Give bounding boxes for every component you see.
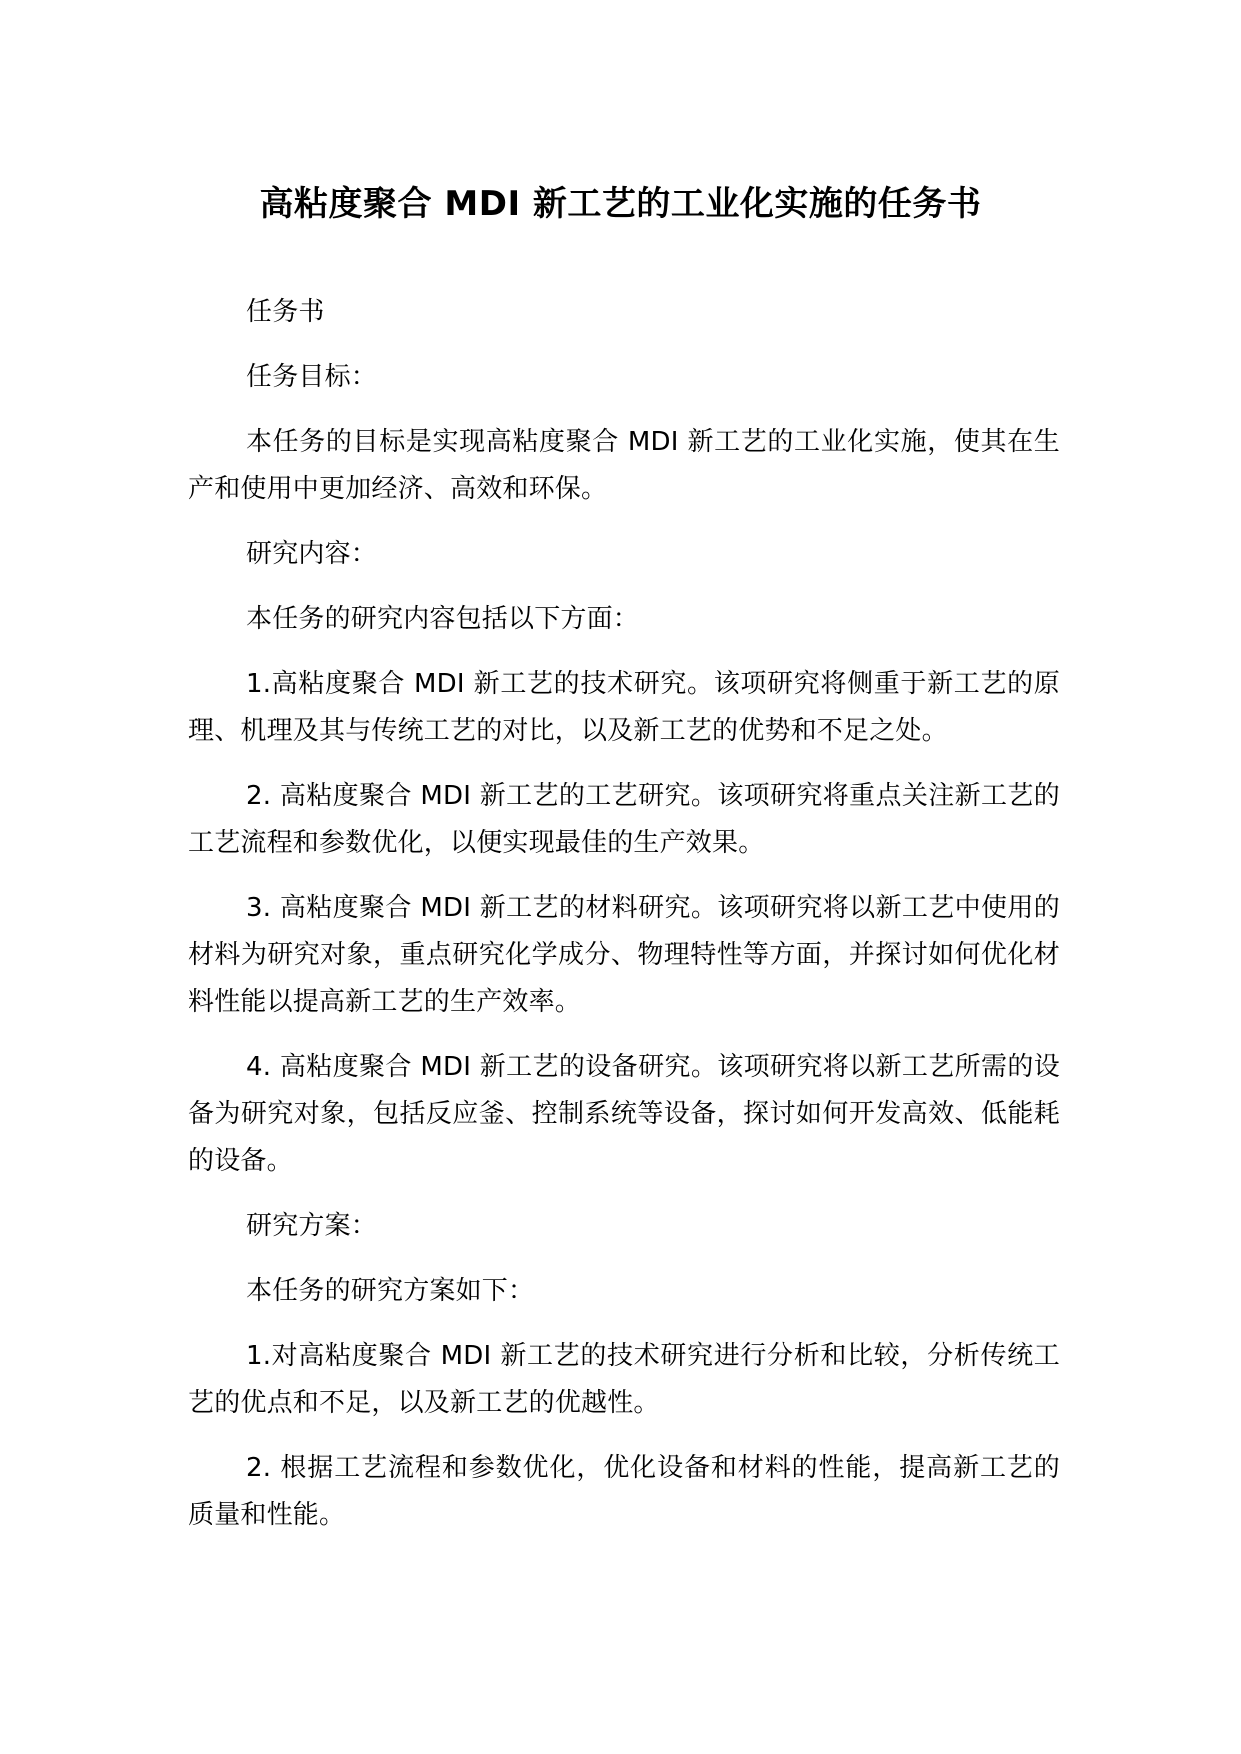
paragraph-research-plan-intro: 本任务的研究方案如下：: [246, 1276, 535, 1306]
paragraph-task-goal: 本任务的目标是实现高粘度聚合 MDI 新工艺的工业化实施，使其在生产和使用中更加经济、高效和环保。: [188, 427, 1060, 504]
document-title: 高粘度聚合 MDI 新工艺的工业化实施的任务书: [259, 184, 982, 224]
paragraph-content-item-1: 1.高粘度聚合 MDI 新工艺的技术研究。该项研究将侧重于新工艺的原理、机理及其与传统工艺的对比，以及新工艺的优势和不足之处。: [188, 669, 1060, 746]
paragraph-heading-task-book: 任务书: [246, 297, 325, 327]
paragraph-plan-item-1: 1.对高粘度聚合 MDI 新工艺的技术研究进行分析和比较，分析传统工艺的优点和不足，以及新工艺的优越性。: [188, 1341, 1060, 1418]
document-body: [188, 289, 1060, 1557]
paragraph-content-item-3: 3. 高粘度聚合 MDI 新工艺的材料研究。该项研究将以新工艺中使用的材料为研究对象，重点研究化学成分、物理特性等方面，并探讨如何优化材料性能以提高新工艺的生产效率。: [188, 893, 1060, 1017]
paragraph-heading-research-plan: 研究方案：: [246, 1211, 378, 1241]
paragraph-content-item-2: 2. 高粘度聚合 MDI 新工艺的工艺研究。该项研究将重点关注新工艺的工艺流程和参数优化，以便实现最佳的生产效果。: [188, 781, 1060, 858]
paragraph-research-content-intro: 本任务的研究内容包括以下方面：: [246, 604, 640, 634]
paragraph-heading-research-content: 研究内容：: [246, 539, 378, 569]
paragraph-content-item-4: 4. 高粘度聚合 MDI 新工艺的设备研究。该项研究将以新工艺所需的设备为研究对象，包括反应釜、控制系统等设备，探讨如何开发高效、低能耗的设备。: [188, 1052, 1060, 1176]
paragraph-heading-task-goal: 任务目标：: [246, 362, 378, 392]
paragraph-plan-item-2: 2. 根据工艺流程和参数优化，优化设备和材料的性能，提高新工艺的质量和性能。: [188, 1453, 1060, 1530]
